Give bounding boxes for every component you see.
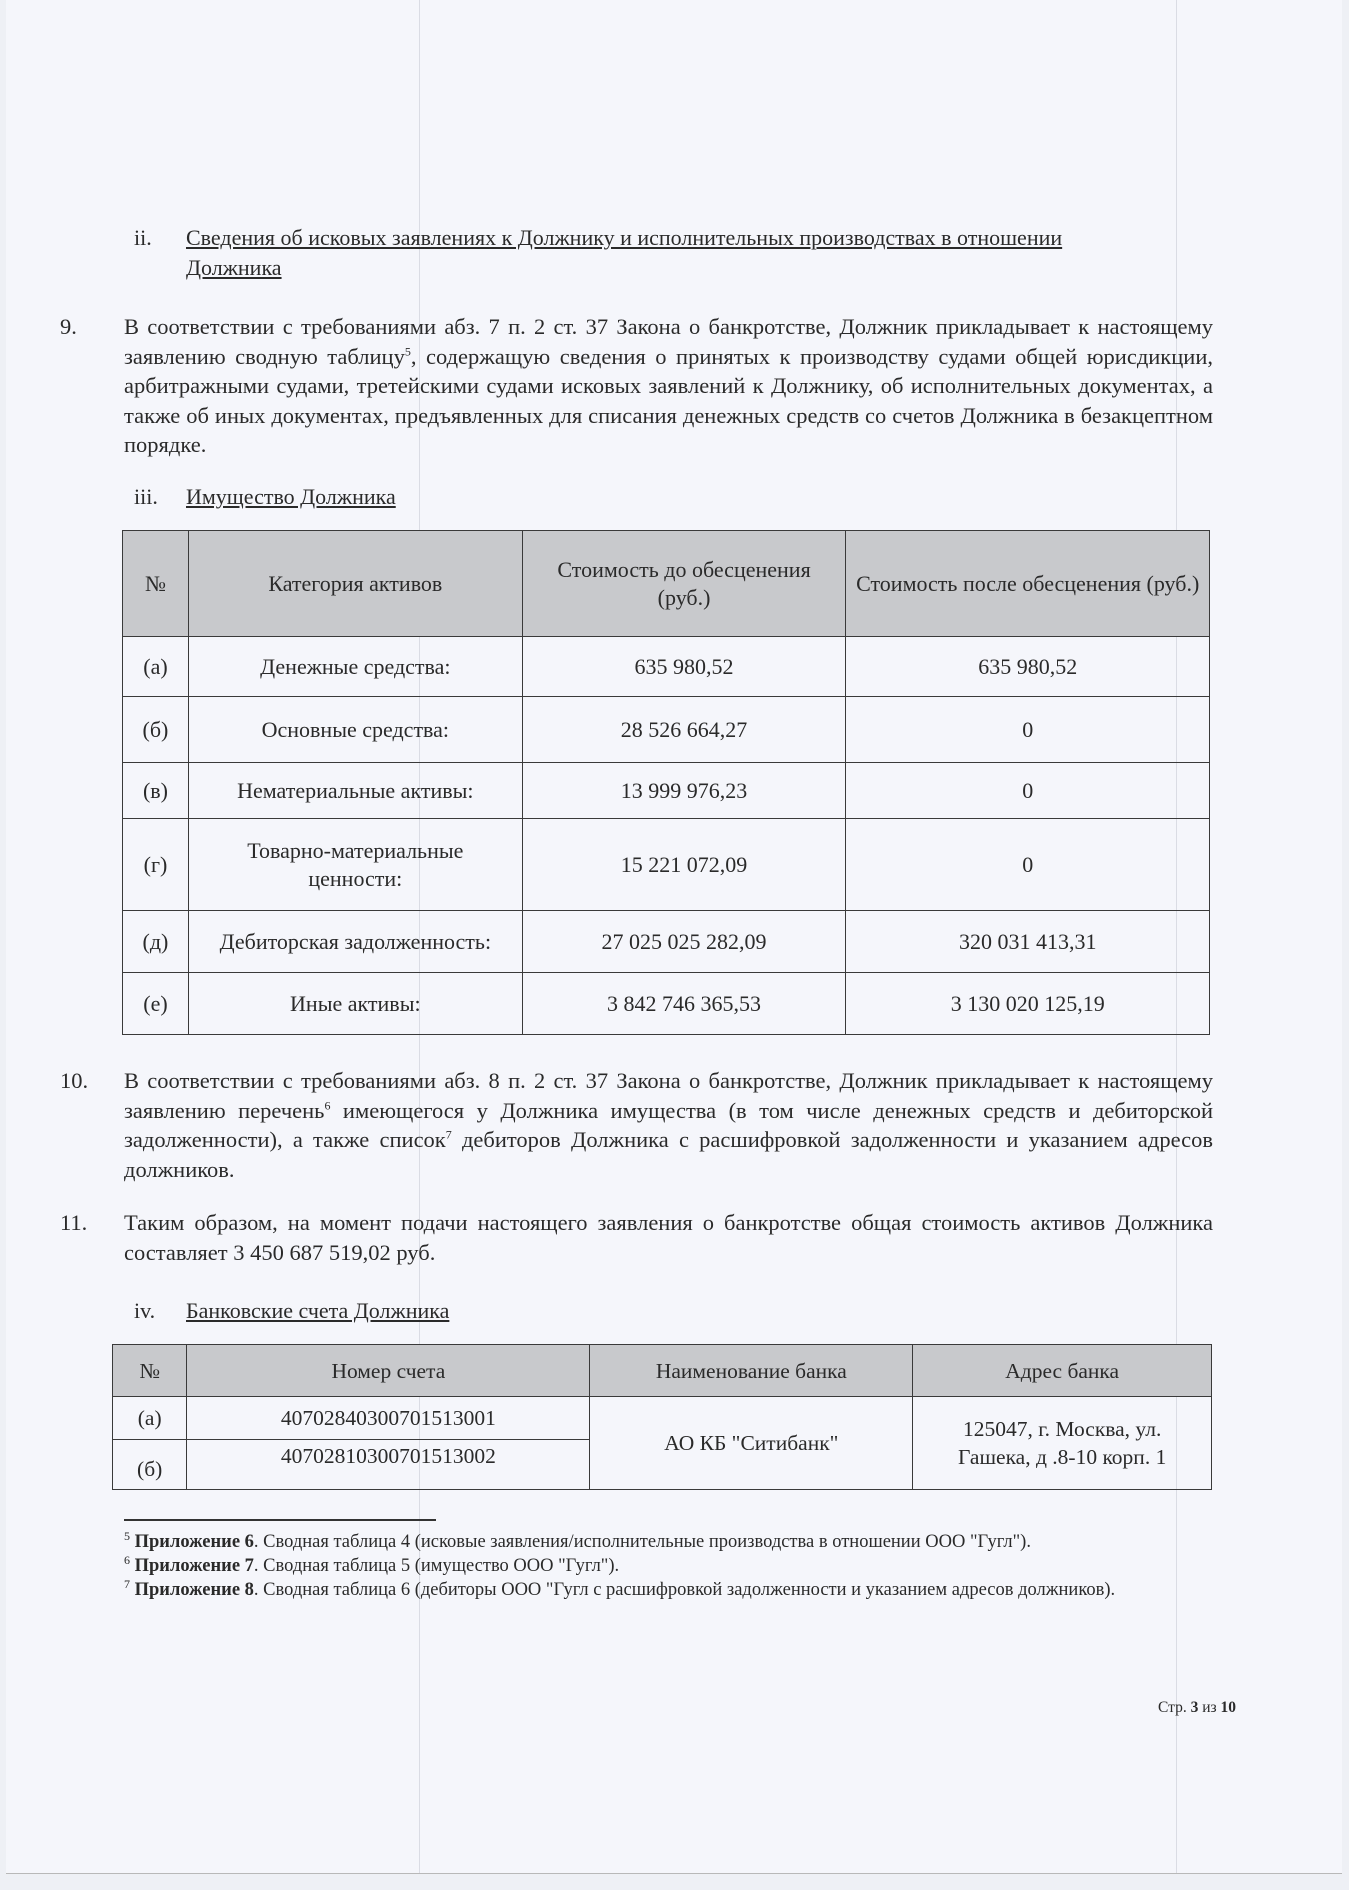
table-row: (в) Нематериальные активы: 13 999 976,23 0 xyxy=(123,763,1210,819)
footnote-5: $^5$ Приложение 6. Сводная таблица 4 (исковые заявления/исполнительные производства в отношении ООО "Гугл"). xyxy=(124,1528,1031,1552)
section-number: iv. xyxy=(134,1298,156,1323)
section-iii-heading xyxy=(134,483,734,513)
account-number: 40702840300701513001 xyxy=(187,1397,590,1440)
footnote-ref[interactable]: 7 xyxy=(445,1127,452,1142)
section-iv-heading xyxy=(134,1297,734,1327)
section-title: Банковские счета Должника xyxy=(186,1298,450,1323)
footnote-ref[interactable]: 6 xyxy=(324,1098,331,1112)
header-category: Категория активов xyxy=(188,531,522,637)
bank-name: АО КБ "Ситибанк" xyxy=(590,1397,913,1490)
section-ii-heading xyxy=(134,224,1234,284)
bank-accounts-table xyxy=(112,1344,1212,1490)
paragraph-number: 11. xyxy=(60,1210,88,1235)
footnote-6: $^6$ Приложение 7. Сводная таблица 5 (имущество ООО "Гугл"). xyxy=(124,1552,620,1576)
table-row: (е) Иные активы: 3 842 746 365,53 3 130 020 125,19 xyxy=(123,973,1210,1035)
footnote-7: $^7$ Приложение 8. Сводная таблица 6 (дебиторы ООО "Гугл с расшифровкой задолженности и указанием адресов должников). xyxy=(124,1576,1116,1600)
table-row: (а) Денежные средства: 635 980,52 635 980,52 xyxy=(123,637,1210,697)
footnote-separator xyxy=(124,1519,436,1521)
section-title-line1: Сведения об исковых заявлениях к Должнику и исполнительных производствах в отношении xyxy=(186,225,1063,250)
table-row: (б) 40702810300701513002 xyxy=(113,1440,1212,1490)
paragraph-number: 9. xyxy=(60,314,77,339)
account-number: 40702810300701513002 xyxy=(187,1440,590,1490)
section-number: iii. xyxy=(134,484,158,509)
table-row: (б) Основные средства: 28 526 664,27 0 xyxy=(123,697,1210,763)
paragraph-text: В соответствии с требованиями абз. 7 п. 2 ст. 37 Закона о банкротстве, Должник прикладывает к настоящему заявлению сводную таблицу$^5$, содержащую сведения о принятых к производству судами общей юрисдикции, арбитражными судами, третейскими судами исковых заявлений к Должнику, об исполнительных документах, а также об иных документах, предъявленных для списания денежных средств со счетов Должника в безакцептном порядке. xyxy=(124,314,1213,457)
section-title: Имущество Должника xyxy=(186,484,396,509)
bank-address: 125047, г. Москва, ул. Гашека, д .8-10 корп. 1 xyxy=(913,1397,1212,1490)
footnote-ref[interactable]: 5 xyxy=(404,344,411,358)
footnotes xyxy=(124,1530,1212,1602)
section-number: ii. xyxy=(134,225,152,250)
header-after: Стоимость после обесценения (руб.) xyxy=(846,531,1210,637)
table-row: (а) 40702840300701513001 АО КБ "Ситибанк" 125047, г. Москва, ул. Гашека, д .8-10 корп. 1 xyxy=(113,1397,1212,1440)
table-header-row xyxy=(123,531,1210,637)
header-bank-address: Адрес банка xyxy=(913,1345,1212,1397)
table-header-row xyxy=(113,1345,1212,1397)
page-number: Стр. 3 из 10 xyxy=(1158,1699,1237,1716)
section-title-line2: Должника xyxy=(186,255,282,280)
table-row: (г) Товарно-материальные ценности: 15 221 072,09 0 xyxy=(123,819,1210,911)
header-bank-name: Наименование банка xyxy=(590,1345,913,1397)
header-account: Номер счета xyxy=(187,1345,590,1397)
paragraph-text: Таким образом, на момент подачи настоящего заявления о банкротстве общая стоимость активов Должника составляет 3 450 687 519,02 руб. xyxy=(124,1210,1213,1265)
header-no: № xyxy=(113,1345,187,1397)
assets-table xyxy=(122,530,1210,1035)
table-row: (д) Дебиторская задолженность: 27 025 025 282,09 320 031 413,31 xyxy=(123,911,1210,973)
paragraph-number: 10. xyxy=(60,1068,89,1093)
header-before: Стоимость до обесценения (руб.) xyxy=(522,531,846,637)
paragraph-text: В соответствии с требованиями абз. 8 п. 2 ст. 37 Закона о банкротстве, Должник прикладывает к настоящему заявлению перечень$^6$ имеющегося у Должника имущества (в том числе денежных средств и дебиторской задолженности), а также список$^7$ дебиторов Должника с расшифровкой задолженности и указанием адресов должников. xyxy=(124,1068,1214,1182)
header-no: № xyxy=(123,531,189,637)
